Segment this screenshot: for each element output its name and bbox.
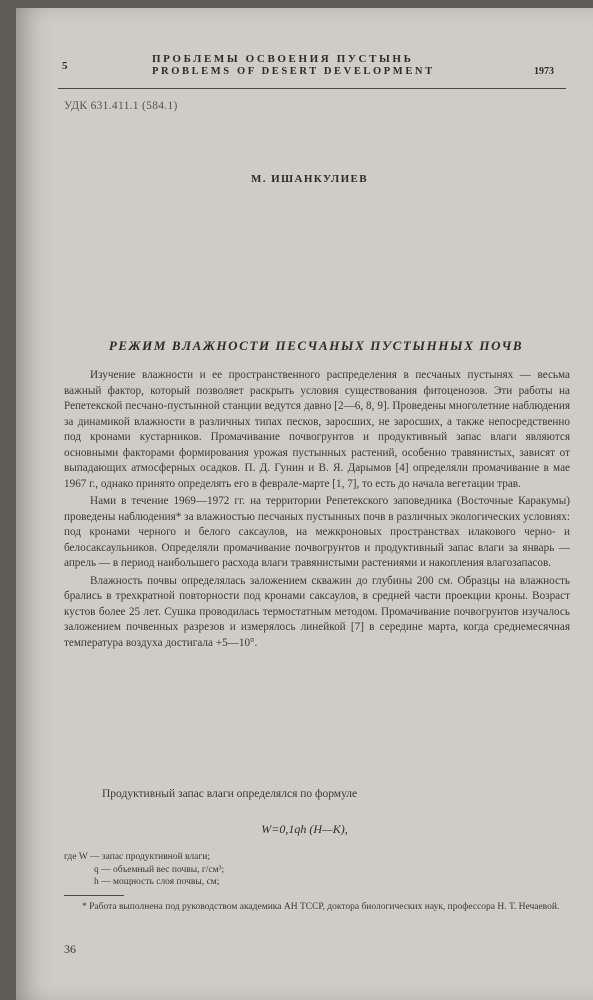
paragraph: Нами в течение 1969—1972 гг. на территории Репетекского заповедника (Восточные Каракумы) проведены наблюдения* за влажностью песчаных пустынных почв в различных экологических условиях: под кронами черного и белого саксаулов, на межкроновых пространствах илакового черно- и белосаксаульников. Определяли промачивание почвогрунтов и продуктивный запас влаги за январь — апрель — в период наибольшего расхода влаги травянистыми растениями и накопления влагозапасов. [64,495,570,569]
issue-year: 1973 [534,66,554,77]
issue-number: 5 [62,60,68,72]
header-rule [58,88,566,89]
journal-title-ru: ПРОБЛЕМЫ ОСВОЕНИЯ ПУСТЫНЬ [152,53,414,65]
legend-item: h — мощность слоя почвы, см; [94,877,220,887]
footnote: * Работа выполнена под руководством академика АН ТССР, доктора биологических наук, профессора Н. Т. Нечаевой. [82,902,560,912]
article-body [64,368,570,653]
formula-intro: Продуктивный запас влаги определялся по формуле [102,788,358,800]
formula-legend [64,851,224,889]
udk-code: УДК 631.411.1 (584.1) [64,100,178,112]
journal-title-en: PROBLEMS OF DESERT DEVELOPMENT [152,66,435,77]
paragraph: Изучение влажности и ее пространственного распределения в песчаных пустынях — весьма важный фактор, который позволяет раскрыть условия существования фитоценозов. Эти работы на Репетекской песчано-пустынной станции ведутся давно [2—6, 8, 9]. Проведены многолетние наблюдения за динамикой влажности в различных типах песков, заросших, не заросших, а также непосредственно под кронами кустарников. Промачивание почвогрунтов и продуктивный запас влаги являются основными факторами формирования урожая пустынных растений, особенно травянистых, зависят от выпадающих атмосферных осадков. П. Д. Гунин и В. Я. Дарымов [4] определяли промачивание в мае 1967 г., однако принято определять его в феврале-марте [1, 7], то есть до начала вегетации трав. [64,369,570,490]
legend-item: q — объемный вес почвы, г/см³; [94,864,225,875]
paragraph: Влажность почвы определялась заложением скважин до глубины 200 см. Образцы на влажность брались в трехкратной повторности под кронами саксаулов, в средней части проекции кроны. Возраст кустов более 25 лет. Сушка проводилась термостатным методом. Промачивание почвогрунтов изучалось заложением почвенных разрезов и измерялось линейкой [7] в середине марта, когда среднемесячная температура воздуха достигала +5—10°. [64,574,570,649]
formula: W=0,1qh (H—K), [261,822,348,836]
page-number: 36 [64,942,76,956]
journal-page [16,8,593,1000]
article-title: РЕЖИМ ВЛАЖНОСТИ ПЕСЧАНЫХ ПУСТЫННЫХ ПОЧВ [108,338,524,353]
footnote-rule [64,895,124,896]
legend-item: где W — запас продуктивной влаги; [64,852,210,862]
author-name: М. ИШАНКУЛИЕВ [250,173,369,185]
running-header [152,53,522,77]
